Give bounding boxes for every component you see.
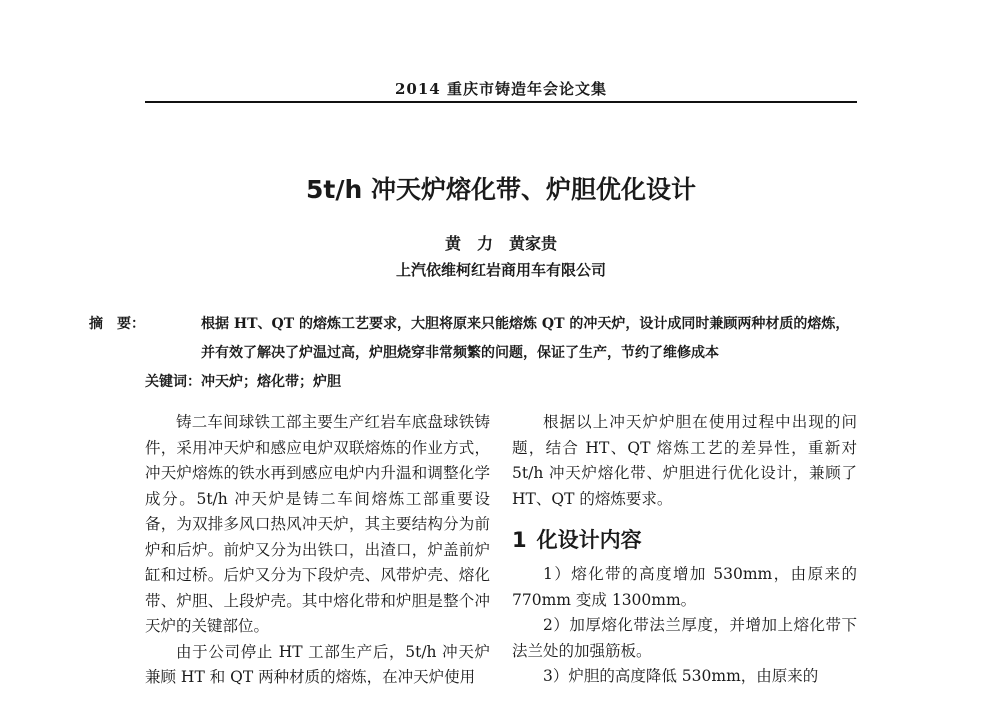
paper-affiliation: 上汽依维柯红岩商用车有限公司: [395, 261, 606, 279]
left-paragraph-1: 铸二车间球铁工部主要生产红岩车底盘球铁铸件，采用冲天炉和感应电炉双联熔炼的作业方式，冲天炉熔炼的铁水再到感应电炉内升温和调整化学成分。5t/h 冲天炉是铸二车间熔炼工部重要设备，为双排多风口热风冲天炉，其主要结构分为前炉和后炉。前炉又分为出铁口，出渣口，炉盖前炉缸和过桥。后炉又分为下段炉壳、风带炉壳、熔化带、炉胆、上段炉壳。其中熔化带和炉胆是整个冲天炉的关键部位。: [145, 413, 490, 635]
abstract-block: [89, 310, 857, 397]
section-title: 化设计内容: [536, 528, 642, 552]
section-number: 1: [512, 528, 527, 552]
left-column: [145, 410, 490, 691]
right-column: [512, 410, 857, 690]
list-item-3: 3）炉胆的高度降低 530mm，由原来的: [543, 667, 819, 685]
header-rule: [145, 101, 857, 103]
right-paragraph-1: 根据以上冲天炉炉胆在使用过程中出现的问题，结合 HT、QT 熔炼工艺的差异性，重新对 5t/h 冲天炉熔化带、炉胆进行优化设计，兼顾了 HT、QT 的熔炼要求。: [512, 413, 857, 508]
keywords: [145, 368, 857, 397]
paper-title: 5t/h 冲天炉熔化带、炉胆优化设计: [306, 175, 696, 204]
section-heading: [512, 526, 857, 554]
abstract-text: 根据 HT、QT 的熔炼工艺要求，大胆将原来只能熔炼 QT 的冲天炉，设计成同时兼顾两种材质的熔炼，并有效了解决了炉温过高，炉胆烧穿非常频繁的问题，保证了生产，节约了维修成本: [201, 316, 850, 361]
keywords-text: 冲天炉；熔化带；炉胆: [201, 374, 341, 390]
list-item-2: 2）加厚熔化带法兰厚度，并增加上熔化带下法兰处的加强筋板。: [512, 616, 857, 660]
paper-authors: 黄 力 黄家贵: [444, 234, 557, 253]
left-paragraph-2: 由于公司停止 HT 工部生产后，5t/h 冲天炉兼顾 HT 和 QT 两种材质的熔炼，在冲天炉使用: [145, 642, 490, 686]
running-header: 2014 重庆市铸造年会论文集: [395, 80, 607, 98]
abstract: [89, 310, 857, 368]
abstract-label: 摘 要：: [89, 316, 145, 332]
list-item-1: 1）熔化带的高度增加 530mm，由原来的 770mm 变成 1300mm。: [512, 565, 857, 609]
keywords-label: 关键词：: [145, 374, 201, 390]
